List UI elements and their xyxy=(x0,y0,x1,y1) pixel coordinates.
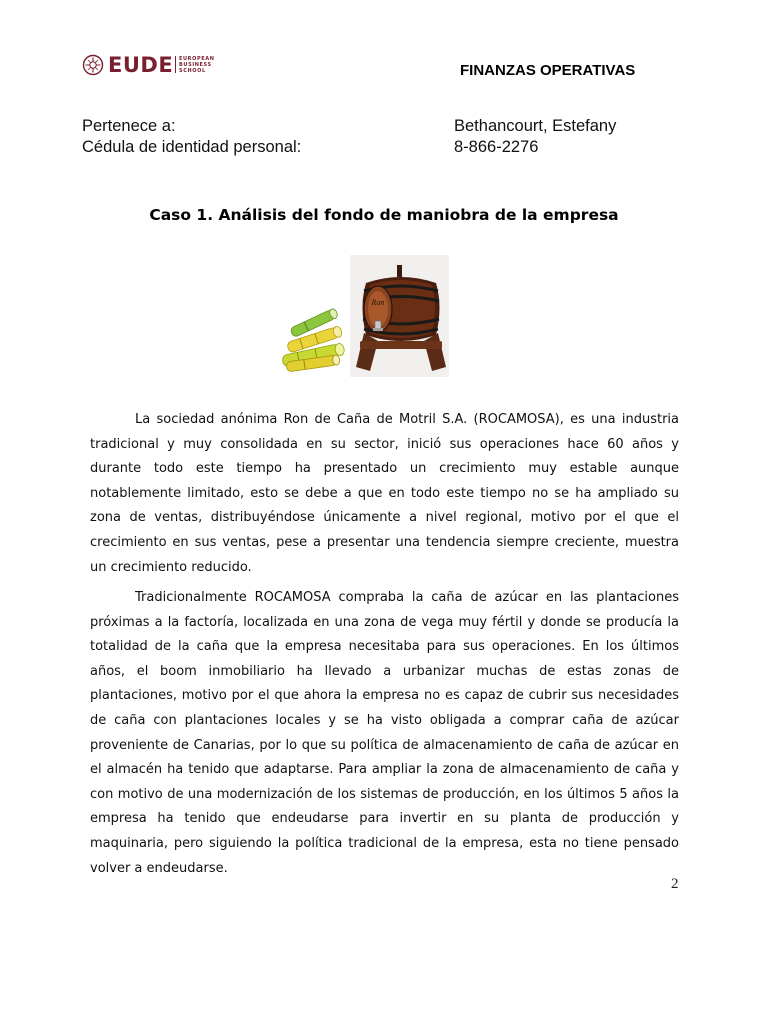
page-number: 2 xyxy=(671,876,679,892)
sugarcane-icon xyxy=(282,308,346,372)
id-value: 8-866-2276 xyxy=(454,138,539,156)
case-title: Caso 1. Análisis del fondo de maniobra de la empresa xyxy=(149,206,619,224)
logo-subtitle: EUROPEAN BUSINESS SCHOOL xyxy=(179,56,215,74)
belongs-value: Bethancourt, Estefany xyxy=(454,117,617,135)
course-title: FINANZAS OPERATIVAS xyxy=(460,62,636,79)
case-illustration xyxy=(278,255,453,377)
paragraph-2: Tradicionalmente ROCAMOSA compraba la caña de azúcar en las plantaciones próximas a la factoría, localizada en una zona de vega muy fértil y donde se producía la totalidad de la caña que la empresa necesitaba para sus operaciones. En los últimos años, el boom inmobiliario ha llevado a urbanizar muchas de estas zonas de plantaciones, motivo por el que ahora la empresa no es capaz de cubrir sus necesidades de caña con plantaciones locales y se ha visto obligada a comprar caña de azúcar proveniente de Canarias, por lo que su política de almacenamiento de caña de azúcar en el almacén ha tenido que adaptarse. Para ampliar la zona de almacenamiento de caña y con motivo de una modernización de los sistemas de producción, en los últimos 5 años la empresa ha tenido que endeudarse para invertir en su planta de producción y maquinaria, pero siguiendo la política tradicional de la empresa, esta no tiene pensado volver a endeudarse. xyxy=(90,590,679,876)
eude-logo xyxy=(82,53,232,77)
paragraph-1: La sociedad anónima Ron de Caña de Motril S.A. (ROCAMOSA), es una industria tradicional y muy consolidada en su sector, inició sus operaciones hace 60 años y durante todo este tiempo ha presentado un crecimiento muy estable aunque notablemente limitado, esto se debe a que en todo este tiempo no se ha ampliado su zona de ventas, distribuyéndose únicamente a nivel regional, motivo por el que el crecimiento en sus ventas, pese a presentar una tendencia siempre creciente, muestra un crecimiento reducido. xyxy=(90,412,679,575)
eude-emblem-icon xyxy=(82,54,104,76)
logo-brand: EUDE xyxy=(108,53,174,77)
barrel-label: Ron xyxy=(371,298,385,307)
id-label: Cédula de identidad personal: xyxy=(82,138,302,156)
belongs-label: Pertenece a: xyxy=(82,117,176,135)
logo-divider xyxy=(175,56,176,73)
